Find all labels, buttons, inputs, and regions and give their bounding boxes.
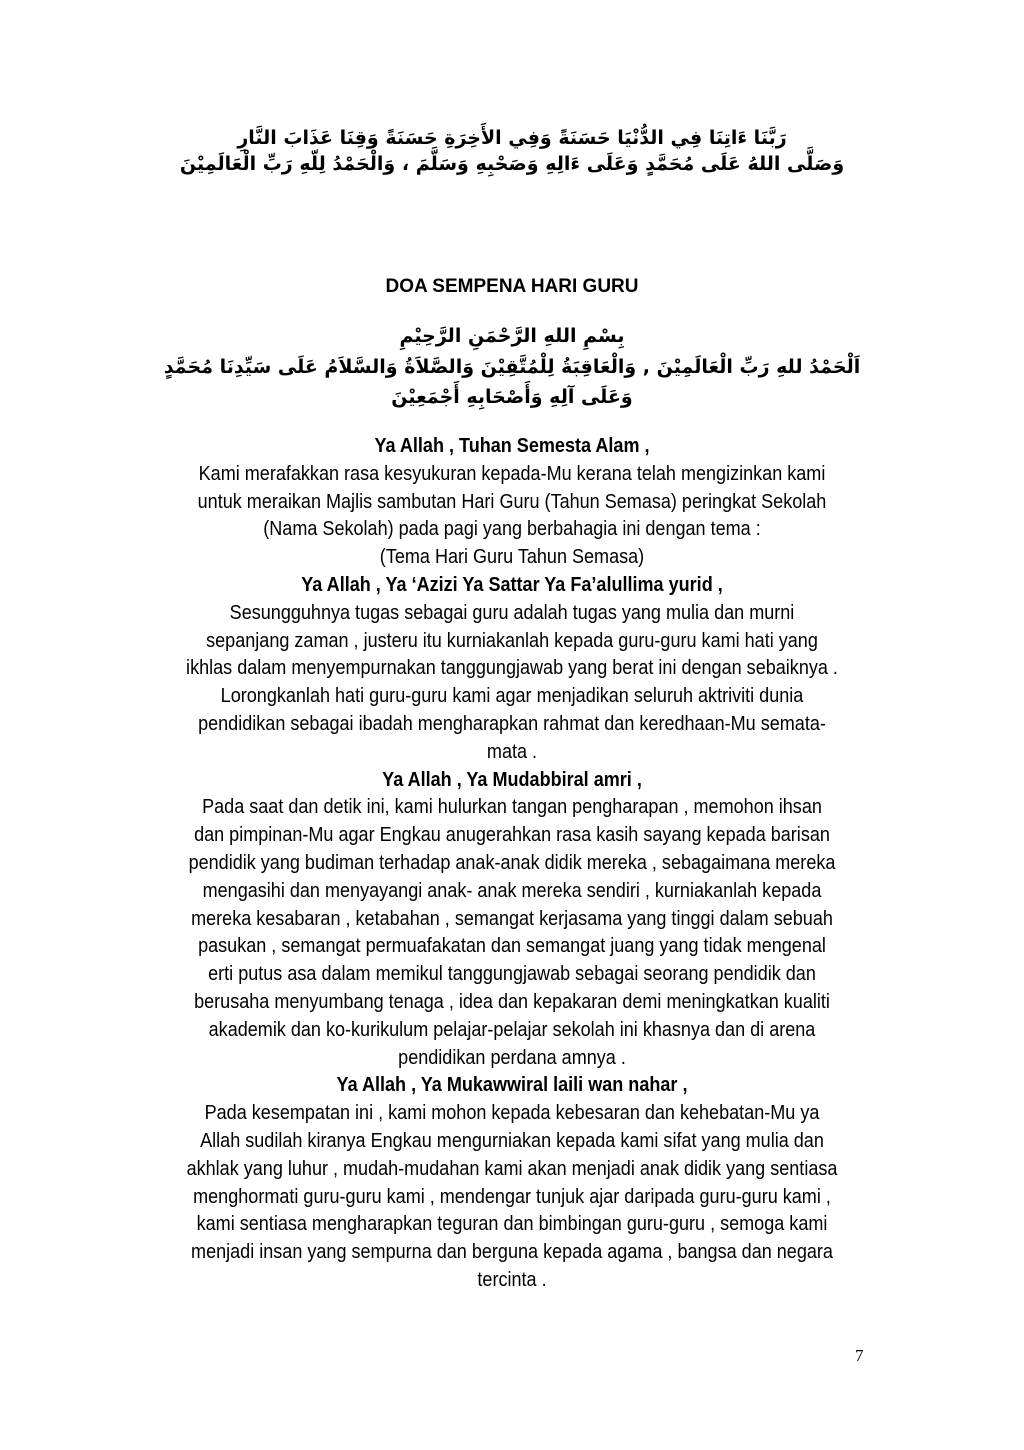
body-line: erti putus asa dalam memikul tanggungjawab sebagai seorang pendidik dan <box>208 962 816 986</box>
body-line: akademik dan ko-kurikulum pelajar-pelajar sekolah ini khasnya dan di arena <box>208 1017 816 1041</box>
body-line: Kami merafakkan rasa kesyukuran kepada-Mu kerana telah mengizinkan kami <box>198 461 826 485</box>
body-line: Allah sudilah kiranya Engkau mengurniakan kepada kami sifat yang mulia dan <box>200 1128 824 1152</box>
page-number: 7 <box>855 1346 864 1365</box>
arabic-opening-praise: اَلْحَمْدُ للهِ رَبِّ الْعَالَمِيْنَ , وَالْعَاقِبَةُ لِلْمُتَّقِيْنَ وَالصَّلاَةُ وَالسَّلاَمُ عَلَى سَيِّدِنَا مُحَمَّدٍ وَعَلَى آلِهِ وَأَصْحَابِهِ أَجْمَعِيْنَ <box>163 356 861 408</box>
body-line: pendidikan sebagai ibadah mengharapkan rahmat dan keredhaan-Mu semata- <box>198 711 826 735</box>
body-line: menghormati guru-guru kami , mendengar tunjuk ajar daripada guru-guru kami , <box>193 1184 831 1208</box>
body-line: pasukan , semangat permuafakatan dan semangat juang yang tidak mengenal <box>198 934 826 958</box>
body-line: ikhlas dalam menyempurnakan tanggungjawab yang berat ini dengan sebaiknya . <box>186 656 838 680</box>
body-line: dan pimpinan-Mu agar Engkau anugerahkan rasa kasih sayang kepada barisan <box>194 823 830 847</box>
body-line: tercinta . <box>477 1267 547 1291</box>
body-line: Pada kesempatan ini , kami mohon kepada kebesaran dan kehebatan-Mu ya <box>204 1101 820 1125</box>
section-heading: Ya Allah , Ya ‘Azizi Ya Sattar Ya Fa’alullima yurid , <box>301 572 723 596</box>
body-line: untuk meraikan Majlis sambutan Hari Guru (Tahun Semasa) peringkat Sekolah <box>197 489 827 513</box>
body-line: kami sentiasa mengharapkan teguran dan bimbingan guru-guru , semoga kami <box>196 1212 828 1236</box>
section-heading: Ya Allah , Ya Mudabbiral amri , <box>382 767 642 791</box>
arabic-prayer-line-2: وَصَلَّى اللهُ عَلَى مُحَمَّدٍ وَعَلَى ءَالِهِ وَصَحْبِهِ وَسَلَّمَ ، وَالْحَمْدُ لِلّهِ رَبِّ الْعَالَمِيْنَ <box>179 153 845 175</box>
document-title: DOA SEMPENA HARI GURU <box>385 276 639 297</box>
body-line: mengasihi dan menyayangi anak- anak mereka sendiri , kurniakanlah kepada <box>202 878 822 902</box>
body-line: Sesungguhnya tugas sebagai guru adalah tugas yang mulia dan murni <box>229 600 795 624</box>
body-line: pendidikan perdana amnya . <box>398 1045 626 1069</box>
body-line: (Tema Hari Guru Tahun Semasa) <box>379 545 645 569</box>
body-line: Pada saat dan detik ini, kami hulurkan tangan pengharapan , memohon ihsan <box>202 795 822 819</box>
body-line: sepanjang zaman , justeru itu kurniakanlah kepada guru-guru kami hati yang <box>206 628 818 652</box>
prayer-body <box>185 432 840 1294</box>
section-heading: Ya Allah , Ya Mukawwiral laili wan nahar , <box>336 1073 688 1097</box>
arabic-prayer-line-1: رَبَّنَا ءَاتِنَا فِي الدُّنْيَا حَسَنَةً وَفِي الأَخِرَةِ حَسَنَةً وَقِنَا عَذَابَ النَّارِ <box>237 127 787 149</box>
section-heading: Ya Allah , Tuhan Semesta Alam , <box>374 434 650 457</box>
body-line: mata . <box>486 739 538 763</box>
body-line: pendidik yang budiman terhadap anak-anak didik mereka , sebagaimana mereka <box>188 850 836 874</box>
arabic-bismillah: بِسْمِ اللهِ الرَّحْمَنِ الرَّحِيْمِ <box>399 325 625 347</box>
body-line: berusaha menyumbang tenaga , idea dan kepakaran demi meningkatkan kualiti <box>194 989 830 1013</box>
body-line: menjadi insan yang sempurna dan berguna kepada agama , bangsa dan negara <box>191 1240 833 1264</box>
body-line: (Nama Sekolah) pada pagi yang berbahagia ini dengan tema : <box>263 517 761 541</box>
body-line: akhlak yang luhur , mudah-mudahan kami akan menjadi anak didik yang sentiasa <box>186 1156 838 1180</box>
body-line: Lorongkanlah hati guru-guru kami agar menjadikan seluruh aktriviti dunia <box>220 684 804 708</box>
body-line: mereka kesabaran , ketabahan , semangat kerjasama yang tinggi dalam sebuah <box>191 906 833 930</box>
